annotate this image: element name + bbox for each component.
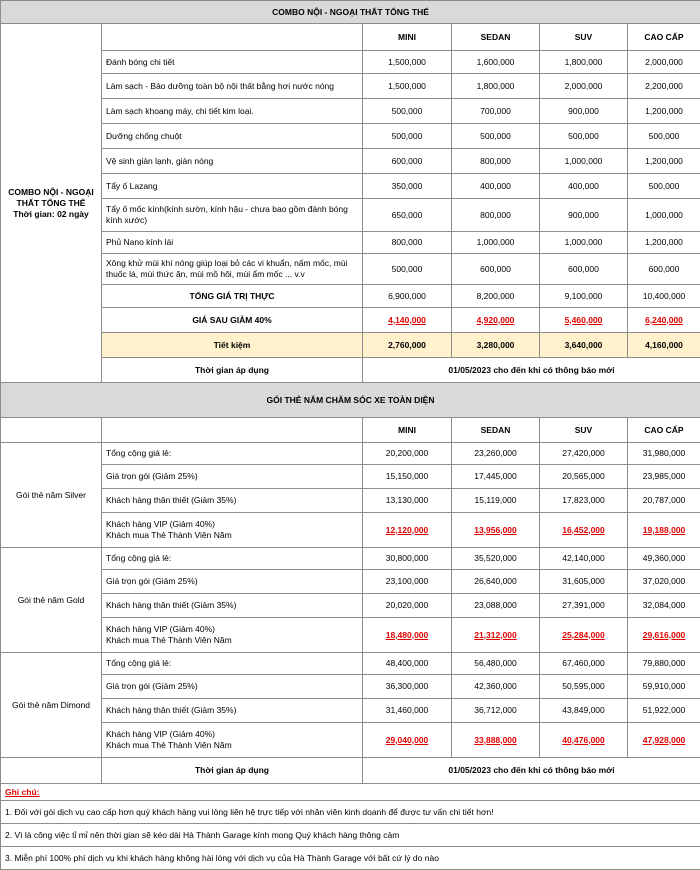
service-price: 800,000: [363, 232, 452, 254]
cards-period-label: Thời gian áp dụng: [102, 758, 363, 784]
card-price: 17,823,000: [540, 489, 628, 513]
card-row-label: Giá trọn gói (Giảm 25%): [102, 465, 363, 489]
card-price: 13,130,000: [363, 489, 452, 513]
card-price-row: [1, 570, 700, 594]
cards-column-header: MINI: [363, 418, 452, 443]
card-price-row: [1, 653, 700, 675]
card-vip-price: 19,188,000: [628, 513, 700, 548]
card-price: 59,910,000: [628, 675, 700, 699]
member-label: Khách mua Thẻ Thành Viên Năm: [106, 740, 358, 751]
card-vip-price: 33,888,000: [452, 723, 540, 758]
combo-side-label: [1, 24, 102, 383]
service-name: Dưỡng chống chuột: [102, 124, 363, 149]
service-price: 400,000: [452, 174, 540, 199]
service-name: Làm sạch khoang máy, chi tiết kim loại.: [102, 99, 363, 124]
card-vip-price: 13,956,000: [452, 513, 540, 548]
card-price: 50,595,000: [540, 675, 628, 699]
cards-header-blank-side: [1, 418, 102, 443]
card-vip-price: 29,616,000: [628, 618, 700, 653]
cards-period-row: [1, 758, 700, 784]
card-vip-price: 25,284,000: [540, 618, 628, 653]
combo-column-header: SEDAN: [452, 24, 540, 51]
service-price: 650,000: [363, 199, 452, 232]
card-price: 42,140,000: [540, 548, 628, 570]
service-name: Đánh bóng chi tiết: [102, 51, 363, 74]
service-name: Phủ Nano kính lái: [102, 232, 363, 254]
combo-period-row: [1, 358, 700, 383]
card-vip-price: 40,476,000: [540, 723, 628, 758]
card-price: 20,020,000: [363, 594, 452, 618]
note-row: [1, 847, 700, 870]
card-price: 26,640,000: [452, 570, 540, 594]
card-price: 36,300,000: [363, 675, 452, 699]
period-label: Thời gian áp dụng: [102, 358, 363, 383]
discount-value: 4,920,000: [452, 308, 540, 333]
member-label: Khách mua Thẻ Thành Viên Năm: [106, 635, 358, 646]
card-price: 51,922,000: [628, 699, 700, 723]
card-price: 15,119,000: [452, 489, 540, 513]
card-vip-price: 29,040,000: [363, 723, 452, 758]
service-price: 500,000: [363, 124, 452, 149]
service-price: 800,000: [452, 149, 540, 174]
card-row-label: Giá trọn gói (Giảm 25%): [102, 675, 363, 699]
service-price: 2,000,000: [628, 51, 700, 74]
combo-service-row: [1, 74, 700, 99]
service-price: 1,800,000: [540, 51, 628, 74]
card-price-row: [1, 675, 700, 699]
service-price: 600,000: [452, 254, 540, 285]
card-price: 56,480,000: [452, 653, 540, 675]
note-row: [1, 824, 700, 847]
service-price: 600,000: [363, 149, 452, 174]
saving-label: Tiết kiệm: [102, 333, 363, 358]
service-price: 600,000: [540, 254, 628, 285]
combo-header-row: [1, 24, 700, 51]
card-price: 49,360,000: [628, 548, 700, 570]
service-price: 500,000: [540, 124, 628, 149]
card-price: 23,100,000: [363, 570, 452, 594]
vip-label: Khách hàng VIP (Giảm 40%): [106, 519, 358, 530]
service-price: 1,800,000: [452, 74, 540, 99]
period-value: 01/05/2023 cho đến khi có thông báo mới: [363, 358, 700, 383]
service-price: 1,000,000: [540, 232, 628, 254]
card-vip-price: 21,312,000: [452, 618, 540, 653]
service-price: 900,000: [540, 199, 628, 232]
card-price: 37,020,000: [628, 570, 700, 594]
combo-service-row: [1, 232, 700, 254]
card-price-row: [1, 465, 700, 489]
combo-column-header: MINI: [363, 24, 452, 51]
combo-discount-row: [1, 308, 700, 333]
service-name: Tẩy ố Lazang: [102, 174, 363, 199]
card-price: 32,084,000: [628, 594, 700, 618]
service-price: 500,000: [628, 124, 700, 149]
cards-header-blank: [102, 418, 363, 443]
card-row-label: Khách hàng thân thiết (Giảm 35%): [102, 594, 363, 618]
service-price: 1,500,000: [363, 74, 452, 99]
total-label: TỔNG GIÁ TRỊ THỰC: [102, 285, 363, 308]
combo-total-row: [1, 285, 700, 308]
saving-value: 3,640,000: [540, 333, 628, 358]
card-vip-row: [1, 513, 700, 548]
combo-header-blank: [102, 24, 363, 51]
card-price: 15,150,000: [363, 465, 452, 489]
note-item: 1. Đối với gói dịch vụ cao cấp hơn quý khách hàng vui lòng liên hệ trực tiếp với nhân viên kinh doanh để được tư vấn chi tiết hơn!: [1, 801, 700, 824]
card-price: 20,565,000: [540, 465, 628, 489]
combo-service-row: [1, 149, 700, 174]
service-price: 500,000: [363, 254, 452, 285]
card-price: 31,460,000: [363, 699, 452, 723]
card-row-label: Tổng cộng giá lẻ:: [102, 653, 363, 675]
card-price-row: [1, 699, 700, 723]
service-price: 400,000: [540, 174, 628, 199]
combo-saving-row: [1, 333, 700, 358]
vip-label: Khách hàng VIP (Giảm 40%): [106, 624, 358, 635]
card-row-label: Giá trọn gói (Giảm 25%): [102, 570, 363, 594]
card-price: 42,360,000: [452, 675, 540, 699]
cards-column-header: SUV: [540, 418, 628, 443]
card-price: 31,605,000: [540, 570, 628, 594]
member-label: Khách mua Thẻ Thành Viên Năm: [106, 530, 358, 541]
note-item: 3. Miễn phí 100% phí dịch vụ khi khách hàng không hài lòng với dịch vụ của Hà Thành Garage với bất cứ lý do nào: [1, 847, 700, 870]
card-price: 27,420,000: [540, 443, 628, 465]
total-value: 8,200,000: [452, 285, 540, 308]
card-price: 27,391,000: [540, 594, 628, 618]
card-vip-price: 18,480,000: [363, 618, 452, 653]
card-price: 36,712,000: [452, 699, 540, 723]
discount-label: GIÁ SAU GIẢM 40%: [102, 308, 363, 333]
combo-section-title: COMBO NỘI - NGOẠI THẤT TỔNG THỂ: [1, 1, 700, 24]
service-price: 1,600,000: [452, 51, 540, 74]
cards-period-blank: [1, 758, 102, 784]
service-price: 350,000: [363, 174, 452, 199]
combo-side-label-name: COMBO NỘI - NGOẠI THẤT TỔNG THỂ: [5, 187, 97, 209]
card-price-row: [1, 489, 700, 513]
card-price: 79,880,000: [628, 653, 700, 675]
card-vip-row: [1, 723, 700, 758]
combo-service-row: [1, 199, 700, 232]
card-price: 20,200,000: [363, 443, 452, 465]
card-price: 17,445,000: [452, 465, 540, 489]
card-price: 35,520,000: [452, 548, 540, 570]
notes-heading-row: [1, 784, 700, 801]
cards-column-header: CAO CẤP: [628, 418, 700, 443]
service-price: 500,000: [628, 174, 700, 199]
saving-value: 3,280,000: [452, 333, 540, 358]
service-price: 1,000,000: [452, 232, 540, 254]
service-name: Vệ sinh giàn lạnh, giàn nóng: [102, 149, 363, 174]
service-price: 1,000,000: [628, 199, 700, 232]
cards-column-header: SEDAN: [452, 418, 540, 443]
service-price: 1,200,000: [628, 149, 700, 174]
card-vip-row: [1, 618, 700, 653]
discount-value: 5,460,000: [540, 308, 628, 333]
card-price: 67,460,000: [540, 653, 628, 675]
combo-service-row: [1, 254, 700, 285]
card-row-label: Tổng cộng giá lẻ:: [102, 443, 363, 465]
service-price: 500,000: [452, 124, 540, 149]
combo-service-row: [1, 99, 700, 124]
card-row-label: Khách hàng thân thiết (Giảm 35%): [102, 489, 363, 513]
card-price: 23,260,000: [452, 443, 540, 465]
saving-value: 4,160,000: [628, 333, 700, 358]
combo-service-row: [1, 174, 700, 199]
vip-label: Khách hàng VIP (Giảm 40%): [106, 729, 358, 740]
card-vip-price: 16,452,000: [540, 513, 628, 548]
card-row-label: [102, 618, 363, 653]
combo-service-row: [1, 51, 700, 74]
service-price: 1,500,000: [363, 51, 452, 74]
card-row-label: [102, 513, 363, 548]
card-row-label: Khách hàng thân thiết (Giảm 35%): [102, 699, 363, 723]
service-price: 800,000: [452, 199, 540, 232]
cards-period-value: 01/05/2023 cho đến khi có thông báo mới: [363, 758, 700, 784]
notes-heading: Ghi chú:: [1, 784, 700, 801]
service-price: 2,000,000: [540, 74, 628, 99]
service-price: 700,000: [452, 99, 540, 124]
cards-header-row: [1, 418, 700, 443]
total-value: 10,400,000: [628, 285, 700, 308]
saving-value: 2,760,000: [363, 333, 452, 358]
card-price: 20,787,000: [628, 489, 700, 513]
card-vip-price: 47,928,000: [628, 723, 700, 758]
card-price-row: [1, 548, 700, 570]
card-price: 23,985,000: [628, 465, 700, 489]
cards-section-title: GÓI THẺ NĂM CHĂM SÓC XE TOÀN DIỆN: [1, 383, 700, 418]
card-row-label: [102, 723, 363, 758]
service-price: 500,000: [363, 99, 452, 124]
combo-column-header: CAO CẤP: [628, 24, 700, 51]
cards-title-row: [1, 383, 700, 418]
card-price: 30,800,000: [363, 548, 452, 570]
combo-side-label-duration: Thời gian: 02 ngày: [5, 209, 97, 220]
card-package-name: Gói thẻ năm Silver: [1, 443, 102, 548]
card-vip-price: 12,120,000: [363, 513, 452, 548]
note-row: [1, 801, 700, 824]
card-price: 23,088,000: [452, 594, 540, 618]
note-item: 2. Vì là công việc tỉ mỉ nên thời gian sẽ kéo dài Hà Thành Garage kính mong Quý khách hàng thông cảm: [1, 824, 700, 847]
service-price: 600,000: [628, 254, 700, 285]
service-price: 900,000: [540, 99, 628, 124]
card-price: 43,849,000: [540, 699, 628, 723]
service-price: 1,200,000: [628, 99, 700, 124]
combo-service-row: [1, 124, 700, 149]
total-value: 6,900,000: [363, 285, 452, 308]
service-name: Làm sạch - Bảo dưỡng toàn bộ nội thất bằng hơi nước nóng: [102, 74, 363, 99]
service-price: 2,200,000: [628, 74, 700, 99]
discount-value: 6,240,000: [628, 308, 700, 333]
discount-value: 4,140,000: [363, 308, 452, 333]
total-value: 9,100,000: [540, 285, 628, 308]
combo-column-header: SUV: [540, 24, 628, 51]
card-price: 31,980,000: [628, 443, 700, 465]
card-price-row: [1, 443, 700, 465]
card-price-row: [1, 594, 700, 618]
card-package-name: Gói thẻ năm Dimond: [1, 653, 102, 758]
service-price: 1,000,000: [540, 149, 628, 174]
card-package-name: Gói thẻ năm Gold: [1, 548, 102, 653]
card-price: 48,400,000: [363, 653, 452, 675]
service-price: 1,200,000: [628, 232, 700, 254]
card-row-label: Tổng cộng giá lẻ:: [102, 548, 363, 570]
service-name: Tẩy ố mốc kính(kính sườn, kính hậu - chưa bao gồm đánh bóng kính xước): [102, 199, 363, 232]
combo-title-row: [1, 1, 700, 24]
service-name: Xông khử mùi khí nóng giúp loại bỏ các vi khuẩn, nấm mốc, mùi thuốc lá, mùi thức ăn, mùi mồ hôi, mùi ẩm mốc ... v.v: [102, 254, 363, 285]
